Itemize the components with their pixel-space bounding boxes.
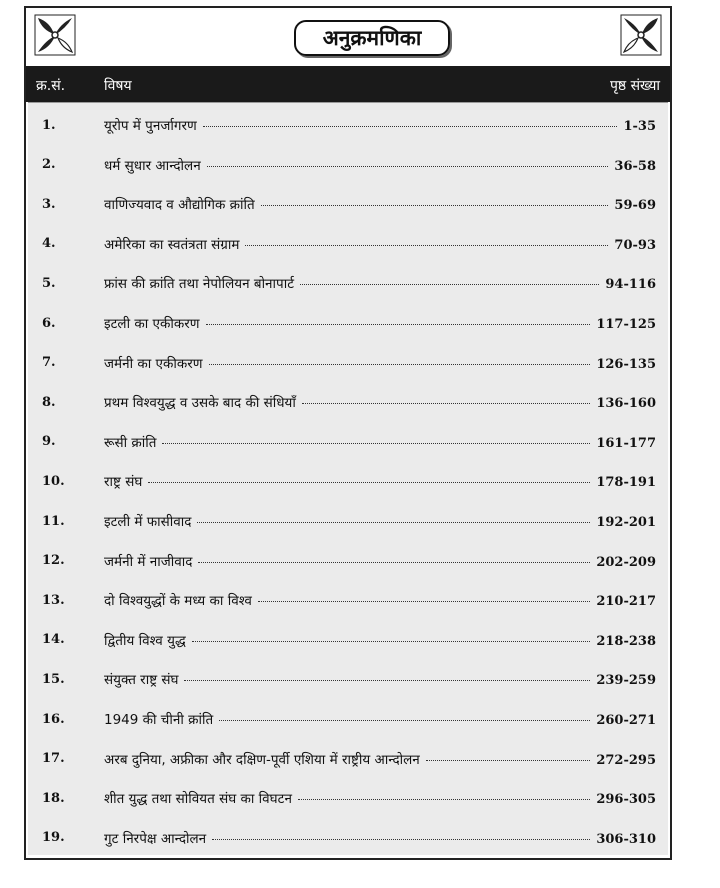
entry-number: 4. bbox=[42, 236, 56, 252]
entry-line bbox=[104, 274, 656, 292]
entry-number: 11. bbox=[42, 513, 65, 529]
entry-subject: फ्रांस की क्रांति तथा नेपोलियन बोनापार्ट bbox=[104, 276, 295, 293]
entry-number: 5. bbox=[42, 275, 56, 291]
entry-pages: 70-93 bbox=[614, 237, 656, 253]
dot-leader bbox=[261, 205, 609, 206]
entry-line bbox=[104, 631, 656, 649]
entry-line bbox=[104, 116, 656, 134]
entry-number: 8. bbox=[42, 394, 56, 410]
page-title: अनुक्रमणिका bbox=[294, 20, 450, 56]
entry-number: 19. bbox=[42, 830, 65, 846]
entry-line bbox=[104, 591, 656, 609]
entry-pages: 94-116 bbox=[605, 277, 656, 293]
entry-number: 3. bbox=[42, 196, 56, 212]
entry-subject: प्रथम विश्वयुद्ध व उसके बाद की संधियाँ bbox=[104, 395, 296, 412]
entry-number: 14. bbox=[42, 632, 65, 648]
entry-line bbox=[104, 789, 656, 807]
table-header bbox=[26, 66, 670, 102]
dot-leader bbox=[203, 126, 618, 127]
entry-subject: रूसी क्रांति bbox=[104, 434, 157, 451]
list-item bbox=[28, 189, 668, 219]
entry-pages: 260-271 bbox=[596, 713, 656, 728]
list-item bbox=[28, 427, 668, 457]
entry-line bbox=[104, 195, 656, 213]
dot-leader bbox=[300, 284, 599, 285]
list-item bbox=[28, 348, 668, 378]
entry-number: 10. bbox=[42, 473, 65, 489]
entry-subject: इटली में फासीवाद bbox=[104, 514, 192, 530]
entry-number: 12. bbox=[42, 553, 65, 569]
entry-line bbox=[104, 354, 656, 372]
entry-subject: धर्म सुधार आन्दोलन bbox=[104, 157, 201, 174]
entry-line bbox=[104, 393, 656, 411]
floral-ornament-icon bbox=[34, 14, 76, 56]
entry-number: 15. bbox=[42, 671, 65, 687]
entry-line bbox=[104, 433, 656, 451]
dot-leader bbox=[209, 364, 591, 365]
index-page bbox=[24, 6, 672, 860]
list-item bbox=[28, 387, 668, 417]
entry-pages: 59-69 bbox=[614, 198, 656, 214]
entry-subject: 1949 की चीनी क्रांति bbox=[104, 712, 214, 728]
list-item bbox=[28, 704, 668, 734]
entry-subject: इटली का एकीकरण bbox=[104, 316, 200, 332]
entry-subject: शीत युद्ध तथा सोवियत संघ का विघटन bbox=[104, 791, 292, 808]
entry-number: 17. bbox=[42, 751, 65, 767]
list-item bbox=[28, 150, 668, 180]
entry-subject: जर्मनी में नाजीवाद bbox=[104, 553, 193, 570]
dot-leader bbox=[212, 839, 590, 840]
entry-pages: 161-177 bbox=[596, 435, 656, 451]
entry-subject: द्वितीय विश्व युद्ध bbox=[104, 632, 186, 649]
list-item bbox=[28, 546, 668, 576]
entry-subject: संयुक्त राष्ट्र संघ bbox=[104, 672, 179, 689]
entry-line bbox=[104, 670, 656, 688]
dot-leader bbox=[162, 443, 590, 444]
entry-pages: 239-259 bbox=[596, 673, 656, 689]
entry-subject: वाणिज्यवाद व औद्योगिक क्रांति bbox=[104, 197, 255, 214]
list-item bbox=[28, 229, 668, 259]
entry-subject: अमेरिका का स्वतंत्रता संग्राम bbox=[104, 236, 240, 253]
list-item bbox=[28, 585, 668, 615]
entry-pages: 272-295 bbox=[596, 752, 656, 768]
entry-subject: गुट निरपेक्ष आन्दोलन bbox=[104, 830, 207, 847]
list-item bbox=[28, 625, 668, 655]
list-item bbox=[28, 466, 668, 496]
dot-leader bbox=[184, 680, 590, 681]
list-item bbox=[28, 308, 668, 338]
dot-leader bbox=[426, 760, 591, 761]
dot-leader bbox=[298, 799, 590, 800]
dot-leader bbox=[245, 245, 608, 246]
header-number-label: क्र.सं. bbox=[36, 78, 66, 94]
entry-pages: 296-305 bbox=[596, 792, 656, 808]
list-item bbox=[28, 783, 668, 813]
entry-line bbox=[104, 235, 656, 253]
dot-leader bbox=[207, 166, 609, 167]
entry-pages: 192-201 bbox=[596, 515, 656, 530]
entry-pages: 126-135 bbox=[596, 356, 656, 372]
entry-pages: 36-58 bbox=[614, 158, 656, 174]
dot-leader bbox=[198, 562, 590, 563]
header-page-label: पृष्ठ संख्या bbox=[609, 78, 660, 94]
entry-number: 1. bbox=[42, 117, 56, 133]
list-item bbox=[28, 506, 668, 536]
list-item bbox=[28, 744, 668, 774]
entry-number: 9. bbox=[42, 434, 56, 450]
header-subject-label: विषय bbox=[104, 78, 132, 94]
entry-pages: 306-310 bbox=[596, 831, 656, 847]
entry-subject: राष्ट्र संघ bbox=[104, 474, 143, 491]
entry-number: 18. bbox=[42, 790, 65, 806]
entry-line bbox=[104, 710, 656, 728]
entry-number: 16. bbox=[42, 711, 65, 727]
dot-leader bbox=[206, 324, 591, 325]
dot-leader bbox=[192, 641, 591, 642]
entry-line bbox=[104, 512, 656, 530]
contents-list bbox=[28, 102, 668, 855]
list-item bbox=[28, 823, 668, 853]
entry-line bbox=[104, 552, 656, 570]
dot-leader bbox=[148, 482, 590, 483]
entry-pages: 210-217 bbox=[596, 594, 656, 610]
entry-pages: 202-209 bbox=[596, 554, 656, 570]
entry-pages: 136-160 bbox=[596, 396, 656, 412]
list-item bbox=[28, 664, 668, 694]
entry-number: 7. bbox=[42, 355, 56, 371]
dot-leader bbox=[258, 601, 590, 602]
entry-pages: 1-35 bbox=[623, 119, 656, 134]
entry-line bbox=[104, 156, 656, 174]
entry-subject: यूरोप में पुनर्जागरण bbox=[104, 118, 197, 134]
entry-line bbox=[104, 314, 656, 332]
entry-line bbox=[104, 750, 656, 768]
entry-line bbox=[104, 472, 656, 490]
list-item bbox=[28, 268, 668, 298]
dot-leader bbox=[197, 522, 590, 523]
entry-subject: जर्मनी का एकीकरण bbox=[104, 355, 203, 372]
entry-subject: अरब दुनिया, अफ्रीका और दक्षिण-पूर्वी एशिया में राष्ट्रीय आन्दोलन bbox=[104, 751, 420, 768]
entry-pages: 178-191 bbox=[596, 475, 656, 491]
entry-line bbox=[104, 829, 656, 847]
dot-leader bbox=[219, 720, 590, 721]
entry-pages: 117-125 bbox=[596, 317, 656, 332]
entry-pages: 218-238 bbox=[596, 633, 656, 649]
list-item bbox=[28, 110, 668, 140]
entry-subject: दो विश्वयुद्धों के मध्य का विश्व bbox=[104, 593, 252, 610]
floral-ornament-icon bbox=[620, 14, 662, 56]
entry-number: 13. bbox=[42, 592, 65, 608]
dot-leader bbox=[302, 403, 590, 404]
entry-number: 6. bbox=[42, 315, 56, 331]
entry-number: 2. bbox=[42, 157, 56, 173]
